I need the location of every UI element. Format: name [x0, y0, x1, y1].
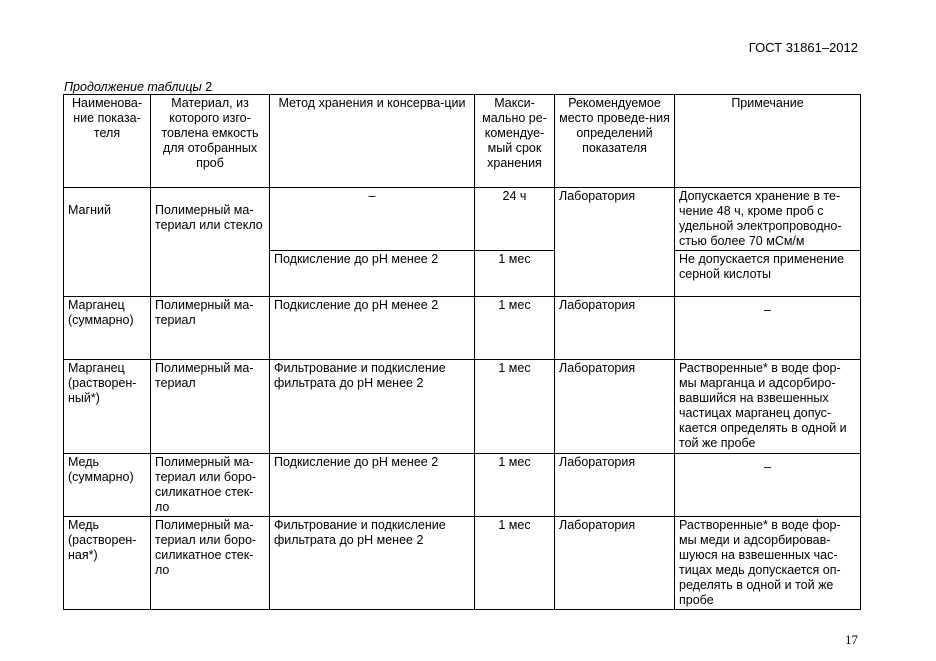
- table-row: [64, 517, 861, 610]
- storage-table: [63, 94, 861, 610]
- caption-number: 2: [201, 80, 213, 94]
- cell-method: Подкисление до рН менее 2: [270, 297, 475, 360]
- cell-indicator: Марганец (растворен-ный*): [64, 360, 151, 454]
- table-header-row: [64, 95, 861, 188]
- cell-term: 1 мес: [475, 297, 555, 360]
- cell-place: Лаборатория: [555, 517, 675, 610]
- col-header-note: Примечание: [675, 95, 861, 188]
- col-header-place: Рекомендуемое место проведе-ния определений показателя: [555, 95, 675, 188]
- cell-material: Полимерный ма-териал: [151, 360, 270, 454]
- cell-place: Лаборатория: [555, 454, 675, 517]
- col-header-method: Метод хранения и консерва-ции: [270, 95, 475, 188]
- cell-method: Фильтрование и подкисление фильтрата до рН менее 2: [270, 517, 475, 610]
- col-header-material: Материал, из которого изго-товлена емкость для отобранных проб: [151, 95, 270, 188]
- cell-term: 1 мес: [475, 454, 555, 517]
- cell-material: Полимерный ма-териал или стекло: [151, 188, 270, 297]
- cell-note: –: [675, 297, 861, 360]
- cell-term: 1 мес: [475, 360, 555, 454]
- page-number: 17: [845, 632, 858, 647]
- cell-place: Лаборатория: [555, 297, 675, 360]
- cell-material: Полимерный ма-териал или боро-силикатное стек-ло: [151, 454, 270, 517]
- table-row: [64, 454, 861, 517]
- cell-method: Фильтрование и подкисление фильтрата до рН менее 2: [270, 360, 475, 454]
- cell-method: Подкисление до рН менее 2: [270, 251, 475, 297]
- cell-term: 1 мес: [475, 251, 555, 297]
- cell-indicator: Медь (растворен-ная*): [64, 517, 151, 610]
- cell-note: Растворенные* в воде фор-мы марганца и адсорбиро-вавшийся на взвешенных частицах марганец допус-кается определять в одной и той же пробе: [675, 360, 861, 454]
- cell-place: Лаборатория: [555, 188, 675, 297]
- col-header-term: Макси-мально ре-комендуе-мый срок хранения: [475, 95, 555, 188]
- cell-material: Полимерный ма-териал: [151, 297, 270, 360]
- table-row: [64, 360, 861, 454]
- cell-method: –: [270, 188, 475, 251]
- table-caption: [64, 80, 212, 94]
- cell-indicator: Марганец (суммарно): [64, 297, 151, 360]
- cell-place: Лаборатория: [555, 360, 675, 454]
- cell-indicator: Магний: [64, 188, 151, 297]
- cell-note: Допускается хранение в те-чение 48 ч, кроме проб с удельной электропроводно-стью более 70 мСм/м: [675, 188, 861, 251]
- cell-method: Подкисление до рН менее 2: [270, 454, 475, 517]
- table-row: [64, 188, 861, 251]
- cell-note: –: [675, 454, 861, 517]
- cell-material: Полимерный ма-териал или боро-силикатное стек-ло: [151, 517, 270, 610]
- cell-term: 24 ч: [475, 188, 555, 251]
- cell-note: Не допускается применение серной кислоты: [675, 251, 861, 297]
- table-row: [64, 297, 861, 360]
- col-header-indicator: Наименова-ние показа-теля: [64, 95, 151, 188]
- caption-italic: Продолжение таблицы: [64, 80, 202, 94]
- cell-note: Растворенные* в воде фор-мы меди и адсорбировав-шуюся на взвешенных час-тицах медь допускается оп-ределять в одной и той же пробе: [675, 517, 861, 610]
- cell-term: 1 мес: [475, 517, 555, 610]
- document-code: ГОСТ 31861–2012: [748, 40, 858, 55]
- cell-indicator: Медь (суммарно): [64, 454, 151, 517]
